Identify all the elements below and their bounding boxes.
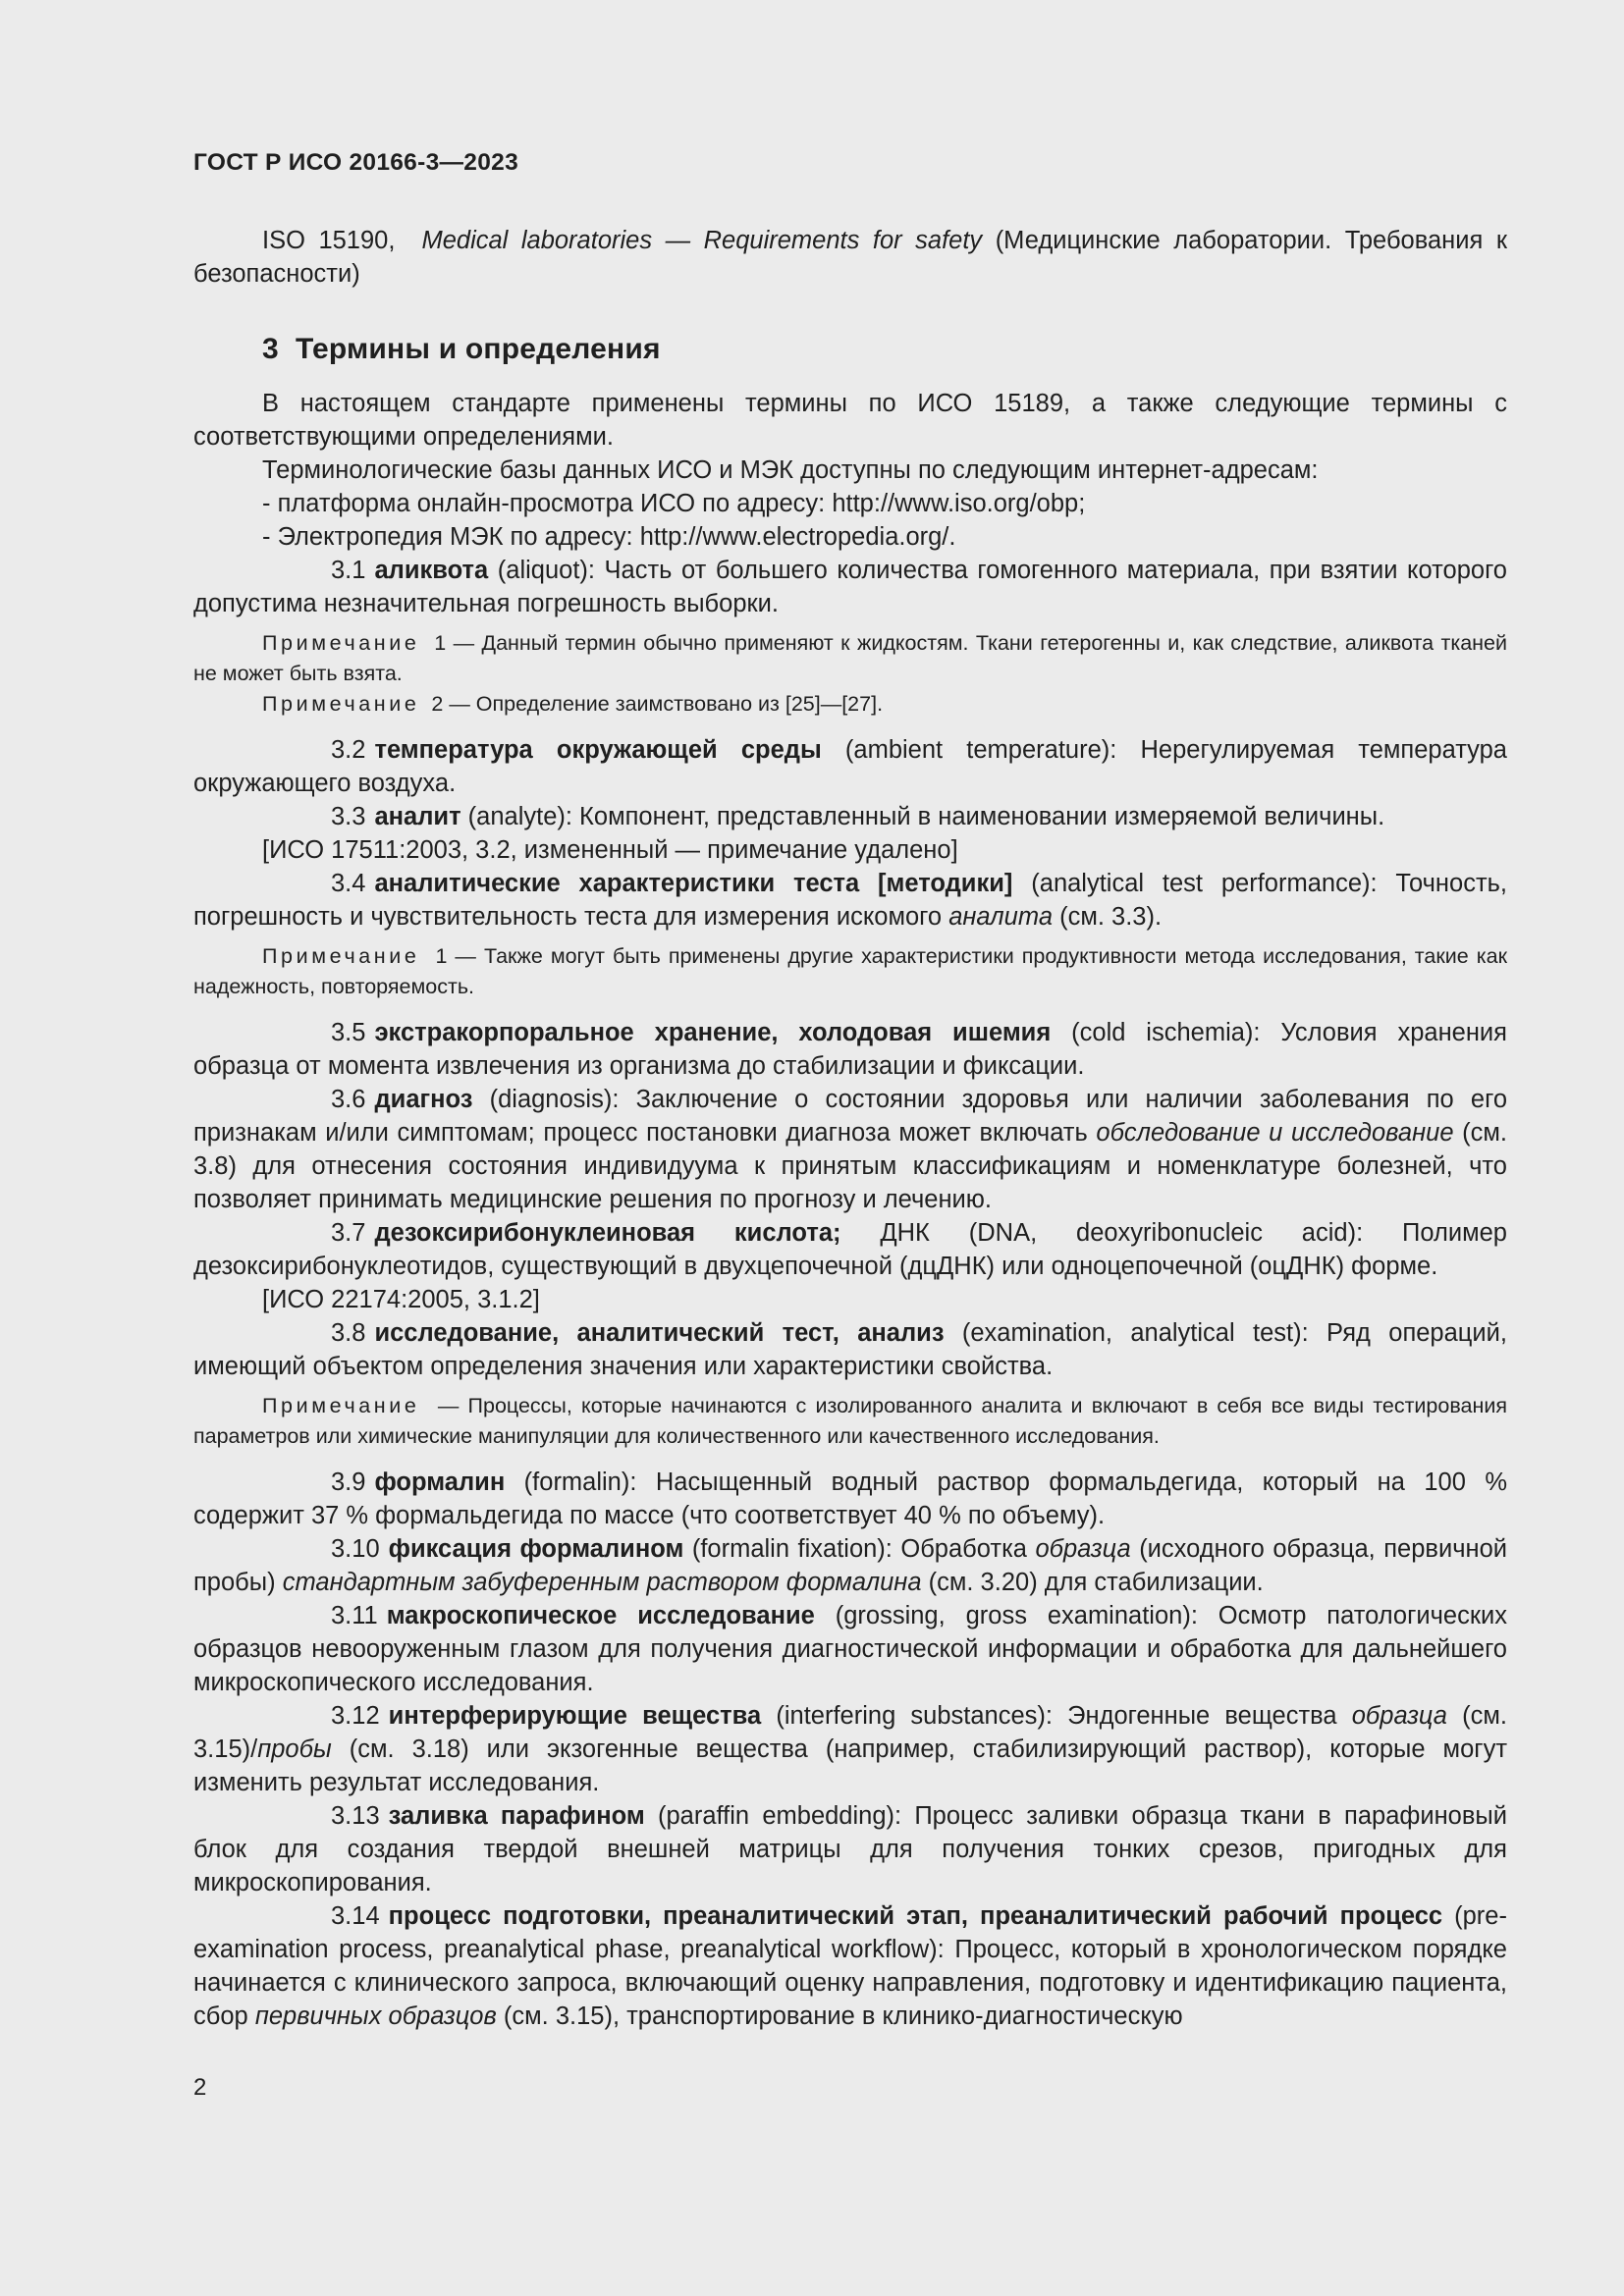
page-number: 2 [193, 2074, 207, 2101]
term-3-13: 3.13 заливка парафином (paraffin embedding): Процесс заливки образца ткани в парафиновый блок для создания твердой внешней матрицы для получения тонких срезов, пригодных для микроскопирования. [193, 1802, 1507, 1896]
term-3-10: 3.10 фиксация формалином (formalin fixation): Обработка образца (исходного образца, первичной пробы) стандартным забуференным раствором формалина (см. 3.20) для стабилизации. [193, 1535, 1507, 1596]
term-3-6: 3.6 диагноз (diagnosis): Заключение о состоянии здоровья или наличии заболевания по его признакам и/или симптомам; процесс постановки диагноза может включать обследование и исследование (см. 3.8) для отнесения состояния индивидуума к принятым классификациям и номенклатуре болезней, что позволяет принимать медицинские решения по прогнозу и лечению. [193, 1086, 1507, 1213]
document-header: ГОСТ Р ИСО 20166-3—2023 [193, 149, 518, 176]
paragraph-databases: Терминологические базы данных ИСО и МЭК доступны по следующим интернет-адресам: [262, 456, 1319, 484]
term-3-9: 3.9 формалин (formalin): Насыщенный водный раствор формальдегида, который на 100 % содержит 37 % формальдегида по массе (что соответствует 40 % по объему). [193, 1468, 1507, 1529]
list-item-electropedia: - Электропедия МЭК по адресу: http://www.electropedia.org/. [262, 523, 956, 551]
source-3-7: [ИСО 22174:2005, 3.1.2] [262, 1286, 540, 1313]
note-3-4-1: Примечание 1 — Также могут быть применены другие характеристики продуктивности метода исследования, такие как надежность, повторяемость. [193, 944, 1507, 998]
term-3-12: 3.12 интерферирующие вещества (interfering substances): Эндогенные вещества образца (см. 3.15)/пробы (см. 3.18) или экзогенные вещества (например, стабилизирующий раствор), которые могут изменить результат исследования. [193, 1702, 1508, 1796]
section-heading: 3 Термины и определения [262, 333, 661, 365]
term-3-1: 3.1 аликвота (aliquot): Часть от большего количества гомогенного материала, при взятии которого допустима незначительная погрешность выборки. [193, 557, 1507, 617]
note-3-1-1: Примечание 1 — Данный термин обычно применяют к жидкостям. Ткани гетерогенны и, как следствие, аликвота тканей не может быть взята. [193, 631, 1508, 685]
paragraph-intro: В настоящем стандарте применены термины по ИСО 15189, а также следующие термины с соответствующими определениями. [193, 390, 1507, 451]
note-3-1-2: Примечание 2 — Определение заимствовано из [25]—[27]. [262, 692, 884, 716]
term-3-14: 3.14 процесс подготовки, преаналитический этап, преаналитический рабочий процесс (pre-examination process, preanalytical phase, preanalytical workflow): Процесс, который в хронологическом порядке начинается с клинического запроса, включающий оценку направления, подготовку и идентификацию пациента, сбор первичных образцов (см. 3.15), транспортирование в клинико-диагностическую [193, 1902, 1507, 2030]
term-3-7: 3.7 дезоксирибонуклеиновая кислота; ДНК (DNA, deoxyribonucleic acid): Полимер дезоксирибонуклеотидов, существующий в двухцепочечной (дцДНК) или одноцепочечной (оцДНК) форме. [193, 1219, 1507, 1280]
term-3-5: 3.5 экстракорпоральное хранение, холодовая ишемия (cold ischemia): Условия хранения образца от момента извлечения из организма до стабилизации и фиксации. [193, 1019, 1507, 1080]
note-3-8: Примечание — Процессы, которые начинаются с изолированного аналита и включают в себя все виды тестирования параметров или химические манипуляции для количественного или качественного исследования. [193, 1394, 1508, 1448]
reference-iso-15190: ISO 15190, Medical laboratories — Requirements for safety (Медицинские лаборатории. Требования к безопасности) [193, 227, 1507, 288]
document-body [193, 224, 1507, 2033]
term-3-11: 3.11 макроскопическое исследование (grossing, gross examination): Осмотр патологических образцов невооруженным глазом для получения диагностической информации и обработка для дальнейшего микроскопического исследования. [193, 1602, 1507, 1696]
source-3-3: [ИСО 17511:2003, 3.2, измененный — примечание удалено] [262, 836, 958, 864]
term-3-8: 3.8 исследование, аналитический тест, анализ (examination, analytical test): Ряд операций, имеющий объектом определения значения или характеристики свойства. [193, 1319, 1507, 1380]
term-3-3: 3.3 аналит (analyte): Компонент, представленный в наименовании измеряемой величины. [331, 803, 1385, 830]
list-item-iso-obp: - платформа онлайн-просмотра ИСО по адресу: http://www.iso.org/obp; [262, 490, 1086, 517]
term-3-4: 3.4 аналитические характеристики теста [методики] (analytical test performance): Точность, погрешность и чувствительность теста для измерения искомого аналита (см. 3.3). [193, 870, 1507, 931]
term-3-2: 3.2 температура окружающей среды (ambient temperature): Нерегулируемая температура окружающего воздуха. [193, 736, 1507, 797]
